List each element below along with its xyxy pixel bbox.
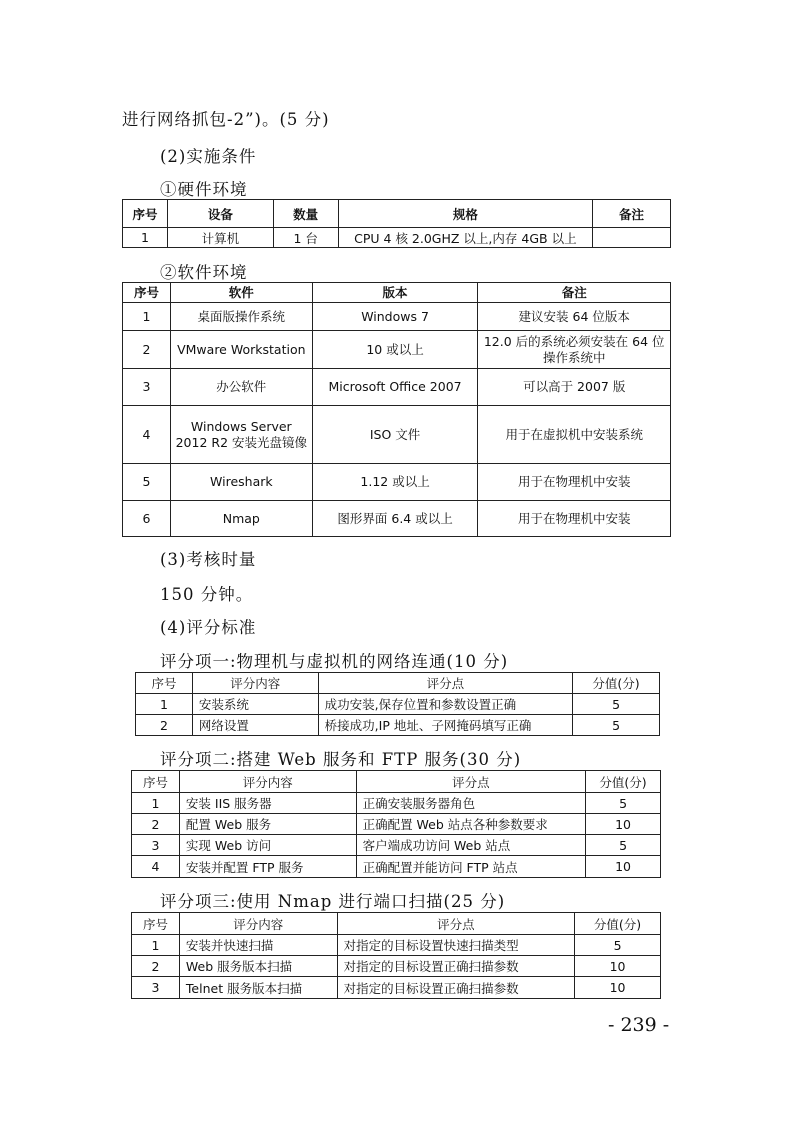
table-cell: Windows 7 bbox=[312, 303, 478, 331]
table-cell: 5 bbox=[575, 935, 661, 956]
table-cell: Windows Server 2012 R2 安装光盘镜像 bbox=[170, 406, 312, 464]
table-cell: 1 台 bbox=[273, 228, 338, 248]
table-cell: 2 bbox=[123, 331, 171, 369]
table-cell: 对指定的目标设置快速扫描类型 bbox=[337, 935, 574, 956]
table-cell: 用于在物理机中安装 bbox=[478, 501, 671, 537]
table-cell: 1 bbox=[136, 694, 193, 715]
subsection-heading: ②软件环境 bbox=[160, 263, 248, 282]
table-cell: 配置 Web 服务 bbox=[179, 814, 356, 835]
section-heading: (2)实施条件 bbox=[160, 147, 257, 166]
table-cell: 5 bbox=[573, 694, 660, 715]
text-line: 150 分钟。 bbox=[160, 585, 254, 604]
table-cell: 10 bbox=[586, 814, 661, 835]
table-header: 分值(分) bbox=[575, 913, 661, 935]
table-cell: VMware Workstation bbox=[170, 331, 312, 369]
table-cell: 用于在物理机中安装 bbox=[478, 464, 671, 501]
table-cell: 1 bbox=[123, 228, 168, 248]
table-cell: 2 bbox=[132, 956, 180, 977]
score-table-2 bbox=[131, 770, 661, 878]
table-cell: 正确配置 Web 站点各种参数要求 bbox=[356, 814, 586, 835]
table-cell: 6 bbox=[123, 501, 171, 537]
score-item-title: 评分项二:搭建 Web 服务和 FTP 服务(30 分) bbox=[160, 750, 522, 769]
table-header: 评分内容 bbox=[179, 771, 356, 793]
table-cell: Nmap bbox=[170, 501, 312, 537]
text-line: 进行网络抓包-2”)。(5 分) bbox=[122, 110, 330, 129]
table-cell: 1.12 或以上 bbox=[312, 464, 478, 501]
table-header: 备注 bbox=[478, 283, 671, 303]
table-cell: 图形界面 6.4 或以上 bbox=[312, 501, 478, 537]
table-cell: 10 bbox=[575, 977, 661, 999]
table-cell: 1 bbox=[123, 303, 171, 331]
table-cell: 安装并配置 FTP 服务 bbox=[179, 856, 356, 878]
table-cell bbox=[593, 228, 671, 248]
table-cell: Web 服务版本扫描 bbox=[179, 956, 337, 977]
table-header: 规格 bbox=[338, 200, 593, 228]
table-cell: 成功安装,保存位置和参数设置正确 bbox=[318, 694, 572, 715]
table-cell: 10 bbox=[575, 956, 661, 977]
table-cell: 2 bbox=[136, 715, 193, 736]
table-header: 序号 bbox=[123, 283, 171, 303]
table-cell: 网络设置 bbox=[192, 715, 318, 736]
table-cell: 5 bbox=[586, 835, 661, 856]
section-heading: (4)评分标准 bbox=[160, 618, 257, 637]
table-cell: 1 bbox=[132, 935, 180, 956]
table-header: 评分点 bbox=[337, 913, 574, 935]
table-cell: 对指定的目标设置正确扫描参数 bbox=[337, 956, 574, 977]
table-cell: 办公软件 bbox=[170, 369, 312, 406]
table-header: 序号 bbox=[136, 673, 193, 694]
table-cell: 1 bbox=[132, 793, 180, 814]
table-header: 序号 bbox=[132, 771, 180, 793]
table-cell: 安装系统 bbox=[192, 694, 318, 715]
table-cell: CPU 4 核 2.0GHZ 以上,内存 4GB 以上 bbox=[338, 228, 593, 248]
score-table-3 bbox=[131, 912, 661, 999]
table-header: 分值(分) bbox=[573, 673, 660, 694]
table-header: 版本 bbox=[312, 283, 478, 303]
table-cell: 3 bbox=[132, 977, 180, 999]
table-cell: 正确安装服务器角色 bbox=[356, 793, 586, 814]
table-header: 数量 bbox=[273, 200, 338, 228]
hardware-table bbox=[122, 199, 671, 248]
table-cell: 10 或以上 bbox=[312, 331, 478, 369]
table-cell: 可以高于 2007 版 bbox=[478, 369, 671, 406]
subsection-heading: ①硬件环境 bbox=[160, 180, 248, 199]
software-table bbox=[122, 282, 671, 537]
table-cell: 4 bbox=[132, 856, 180, 878]
table-cell: 5 bbox=[586, 793, 661, 814]
table-cell: 12.0 后的系统必须安装在 64 位操作系统中 bbox=[478, 331, 671, 369]
score-item-title: 评分项三:使用 Nmap 进行端口扫描(25 分) bbox=[160, 892, 506, 911]
table-cell: 客户端成功访问 Web 站点 bbox=[356, 835, 586, 856]
table-cell: Telnet 服务版本扫描 bbox=[179, 977, 337, 999]
table-cell: 桌面版操作系统 bbox=[170, 303, 312, 331]
table-header: 评分点 bbox=[318, 673, 572, 694]
table-cell: 2 bbox=[132, 814, 180, 835]
table-header: 评分内容 bbox=[179, 913, 337, 935]
table-cell: 3 bbox=[123, 369, 171, 406]
table-cell: 用于在虚拟机中安装系统 bbox=[478, 406, 671, 464]
score-table-1 bbox=[135, 672, 660, 736]
table-header: 设备 bbox=[167, 200, 273, 228]
table-header: 序号 bbox=[123, 200, 168, 228]
table-header: 序号 bbox=[132, 913, 180, 935]
table-cell: Wireshark bbox=[170, 464, 312, 501]
score-item-title: 评分项一:物理机与虚拟机的网络连通(10 分) bbox=[160, 652, 509, 671]
table-cell: 对指定的目标设置正确扫描参数 bbox=[337, 977, 574, 999]
table-cell: ISO 文件 bbox=[312, 406, 478, 464]
table-header: 评分内容 bbox=[192, 673, 318, 694]
table-cell: 3 bbox=[132, 835, 180, 856]
table-cell: 5 bbox=[123, 464, 171, 501]
table-cell: 桥接成功,IP 地址、子网掩码填写正确 bbox=[318, 715, 572, 736]
table-cell: 5 bbox=[573, 715, 660, 736]
page-number: - 239 - bbox=[608, 1014, 670, 1036]
table-header: 分值(分) bbox=[586, 771, 661, 793]
table-cell: 安装并快速扫描 bbox=[179, 935, 337, 956]
table-cell: 10 bbox=[586, 856, 661, 878]
table-header: 软件 bbox=[170, 283, 312, 303]
table-cell: 正确配置并能访问 FTP 站点 bbox=[356, 856, 586, 878]
table-header: 评分点 bbox=[356, 771, 586, 793]
table-cell: 4 bbox=[123, 406, 171, 464]
table-header: 备注 bbox=[593, 200, 671, 228]
table-cell: 实现 Web 访问 bbox=[179, 835, 356, 856]
section-heading: (3)考核时量 bbox=[160, 550, 257, 569]
table-cell: Microsoft Office 2007 bbox=[312, 369, 478, 406]
table-cell: 安装 IIS 服务器 bbox=[179, 793, 356, 814]
table-cell: 计算机 bbox=[167, 228, 273, 248]
table-cell: 建议安装 64 位版本 bbox=[478, 303, 671, 331]
